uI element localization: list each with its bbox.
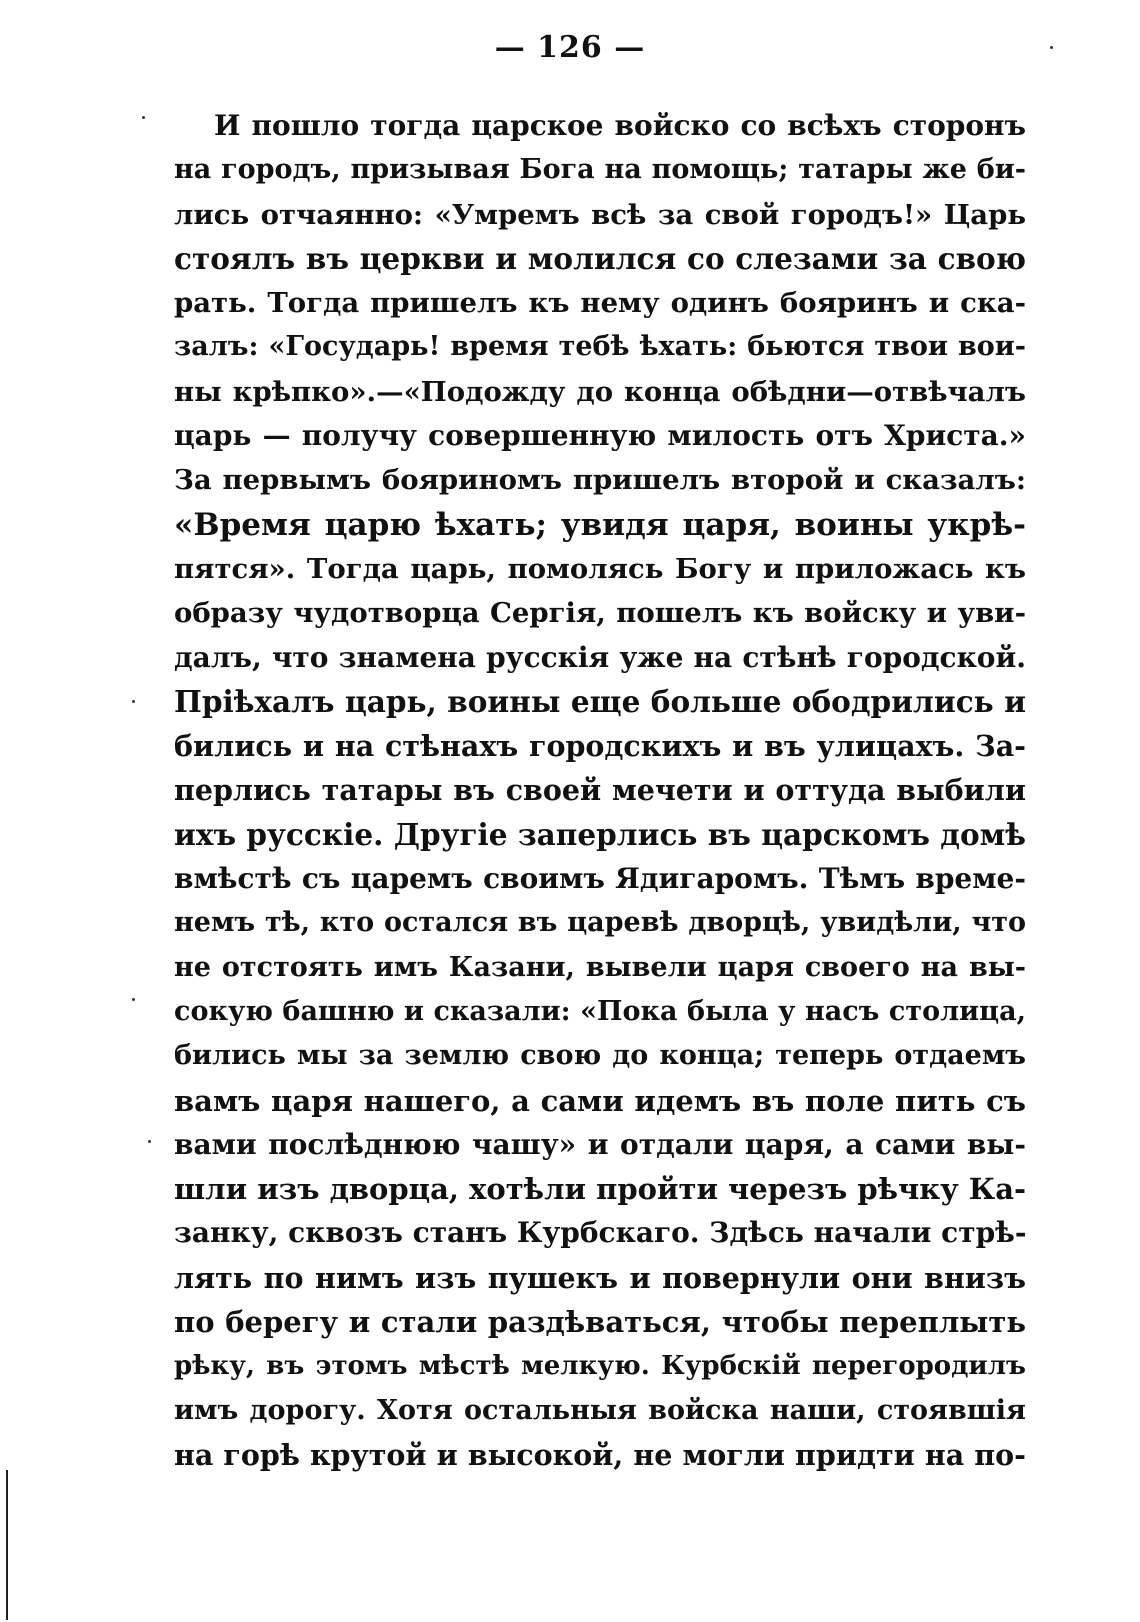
text-line: по берегу и стали раздѣваться, чтобы переплыть [174, 1305, 1026, 1340]
text-line: бились мы за землю свою до конца; теперь отдаемъ [174, 1040, 1026, 1072]
text-line: вмѣстѣ съ царемъ своимъ Ядигаромъ. Тѣмъ време- [174, 862, 1026, 896]
text-line: залъ: «Государь! время тебѣ ѣхать: бьются твои вои- [174, 331, 1026, 363]
scan-speck [132, 700, 135, 703]
text-line: ихъ русскіе. Другіе заперлись въ царскомъ домѣ [174, 816, 1026, 852]
text-line: вами послѣднюю чашу» и отдали царя, а сами вы- [174, 1127, 1026, 1161]
text-line: образу чудотворца Сергія, пошелъ къ войску и уви- [174, 597, 1026, 630]
text-line: Пріѣхалъ царь, воины еще больше ободрились и [174, 683, 1026, 719]
text-line: шли изъ дворца, хотѣли пройти черезъ рѣчку Ка- [174, 1172, 1026, 1207]
text-line: не отстоять имъ Казани, вывели царя своего на вы- [174, 951, 1026, 983]
text-line: на городъ, призывая Бога на помощь; татары же би- [174, 154, 1026, 186]
text-line: И пошло тогда царское войско со всѣхъ сторонъ [214, 109, 1026, 142]
text-line: лись отчаянно: «Умремъ всѣ за свой городъ!» Царь [174, 198, 1026, 231]
text-line: перлись татары въ своей мечети и оттуда выбили [174, 773, 1026, 808]
scan-edge-line [6, 1470, 8, 1620]
text-line: на горѣ крутой и высокой, не могли придти на по- [174, 1437, 1026, 1472]
text-line: имъ дорогу. Хотя остальныя войска наши, стоявшія [174, 1394, 1026, 1426]
text-line: далъ, что знамена русскія уже на стѣнѣ городской. [174, 640, 1026, 674]
text-line: занку, сквозъ станъ Курбскаго. Здѣсь начали стрѣ- [174, 1216, 1026, 1250]
text-line: царь — получу совершенную милость отъ Христа.» [174, 419, 1026, 453]
text-line: пятся». Тогда царь, помолясь Богу и приложась къ [174, 552, 1026, 585]
scan-speck [148, 1140, 151, 1143]
text-line: сокую башню и сказали: «Пока была у насъ столица, [174, 995, 1026, 1027]
text-line: рать. Тогда пришелъ къ нему одинъ бояринъ и ска- [174, 287, 1026, 320]
text-line: стоялъ въ церкви и молился со слезами за свою [174, 240, 1026, 276]
text-line: ны крѣпко».—«Подожду до конца обѣдни—отвѣчалъ [174, 375, 1026, 408]
text-line: лять по нимъ изъ пушекъ и повернули они внизъ [174, 1260, 1026, 1295]
scan-speck [1050, 46, 1053, 49]
scan-speck [142, 116, 145, 119]
body-text [174, 104, 1026, 1477]
text-line: За первымъ бояриномъ пришелъ второй и сказалъ: [174, 464, 1026, 497]
text-line: немъ тѣ, кто остался въ царевѣ дворцѣ, увидѣли, что [174, 907, 1026, 939]
scan-speck [132, 998, 135, 1001]
page-number: — 126 — [494, 30, 646, 65]
text-line: рѣку, въ этомъ мѣстѣ мелкую. Курбскій перегородилъ [174, 1351, 1026, 1382]
text-line: вамъ царя нашего, а сами идемъ въ поле пить съ [174, 1083, 1026, 1118]
text-line: бились и на стѣнахъ городскихъ и въ улицахъ. За- [174, 729, 1026, 764]
text-line: «Время царю ѣхать; увидя царя, воины укрѣ- [174, 506, 1026, 543]
